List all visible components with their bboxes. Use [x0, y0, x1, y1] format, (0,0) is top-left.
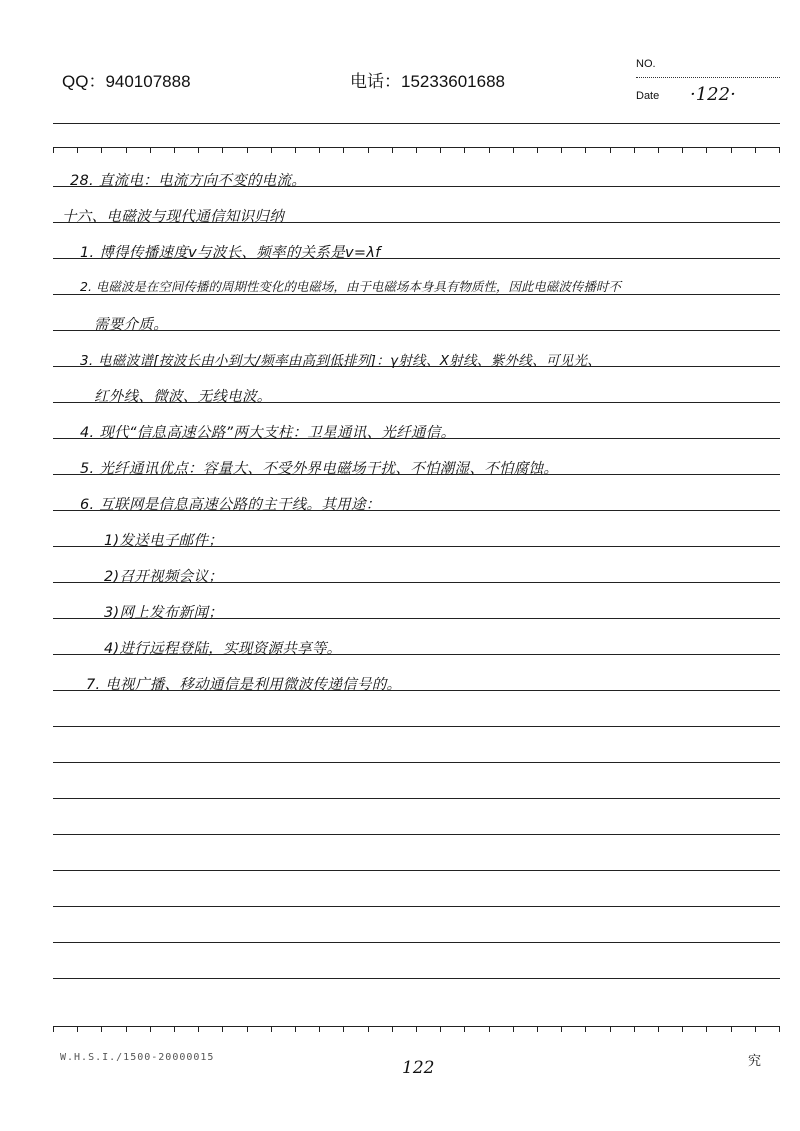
- tick-mark: [392, 1026, 393, 1032]
- no-dotted-line: [636, 77, 780, 78]
- tick-mark: [198, 1026, 199, 1032]
- note-line: 红外线、微波、无线电波。: [94, 389, 272, 405]
- note-line: 1. 博得传播速度v与波长、频率的关系是v=λf: [80, 245, 381, 261]
- tick-mark: [53, 1026, 54, 1032]
- tick-mark: [513, 1026, 514, 1032]
- tick-mark: [174, 1026, 175, 1032]
- ruled-line: [53, 726, 780, 727]
- tick-mark: [319, 1026, 320, 1032]
- tick-mark: [706, 1026, 707, 1032]
- tick-mark: [247, 1026, 248, 1032]
- tick-mark: [222, 1026, 223, 1032]
- page-number: 122: [402, 1058, 435, 1078]
- bottom-tick-row: [53, 1026, 780, 1032]
- note-line: 7. 电视广播、移动通信是利用微波传递信号的。: [86, 677, 402, 693]
- tick-mark: [731, 1026, 732, 1032]
- tick-mark: [150, 1026, 151, 1032]
- tick-mark: [489, 1026, 490, 1032]
- no-label: NO.: [636, 58, 656, 70]
- note-line: 4. 现代“信息高速公路”两大支柱：卫星通讯、光纤通信。: [80, 425, 456, 441]
- note-line: 28. 直流电：电流方向不变的电流。: [70, 173, 307, 189]
- phone-number: 电话：15233601688: [350, 72, 506, 91]
- header-rule: [53, 123, 780, 124]
- tick-mark: [682, 1026, 683, 1032]
- tick-mark: [779, 1026, 780, 1032]
- corner-mark: 究: [748, 1054, 762, 1069]
- tick-mark: [77, 1026, 78, 1032]
- tick-mark: [101, 1026, 102, 1032]
- ruled-line: [53, 942, 780, 943]
- note-line: 3. 电磁波谱[按波长由小到大/频率由高到低排列]：γ射线、X射线、紫外线、可见光、: [80, 353, 602, 369]
- tick-mark: [440, 1026, 441, 1032]
- ruled-line: [53, 978, 780, 979]
- section-heading: 十六、电磁波与现代通信知识归纳: [62, 209, 284, 225]
- tick-mark: [464, 1026, 465, 1032]
- note-line: 1)发送电子邮件；: [104, 533, 224, 549]
- note-line: 2)召开视频会议；: [104, 569, 224, 585]
- tick-mark: [537, 1026, 538, 1032]
- date-label: Date: [636, 90, 660, 102]
- note-line: 6. 互联网是信息高速公路的主干线。其用途：: [80, 497, 381, 513]
- date-value: ·122·: [690, 84, 736, 105]
- note-line: 4)进行远程登陆，实现资源共享等。: [104, 641, 342, 657]
- tick-mark: [658, 1026, 659, 1032]
- tick-mark: [416, 1026, 417, 1032]
- note-line: 5. 光纤通讯优点：容量大、不受外界电磁场干扰、不怕潮湿、不怕腐蚀。: [80, 461, 559, 477]
- note-line: 2. 电磁波是在空间传播的周期性变化的电磁场，由于电磁场本身具有物质性，因此电磁波传播时不: [80, 279, 621, 294]
- tick-mark: [368, 1026, 369, 1032]
- ruled-line: [53, 798, 780, 799]
- ruled-line: [53, 906, 780, 907]
- note-line: 3)网上发布新闻；: [104, 605, 224, 621]
- tick-rule: [53, 147, 780, 148]
- tick-mark: [634, 1026, 635, 1032]
- tick-mark: [755, 1026, 756, 1032]
- note-line: 需要介质。: [94, 317, 168, 333]
- tick-mark: [343, 1026, 344, 1032]
- qq-number: QQ：940107888: [62, 72, 191, 91]
- tick-mark: [585, 1026, 586, 1032]
- tick-mark: [561, 1026, 562, 1032]
- tick-mark: [126, 1026, 127, 1032]
- ruled-line: [53, 870, 780, 871]
- tick-mark: [295, 1026, 296, 1032]
- tick-mark: [610, 1026, 611, 1032]
- ruled-line: [53, 762, 780, 763]
- ruled-line: [53, 834, 780, 835]
- footer-code: W.H.S.I./1500-20000015: [60, 1052, 215, 1063]
- tick-mark: [271, 1026, 272, 1032]
